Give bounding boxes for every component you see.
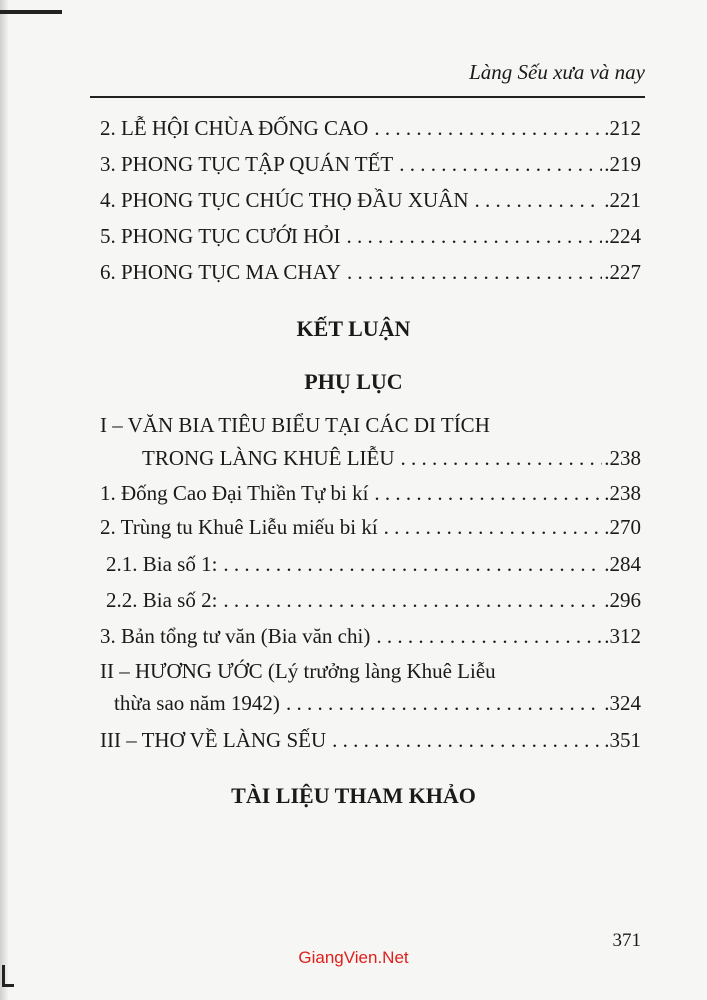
toc-entry — [114, 691, 641, 721]
toc-page: .296 — [604, 588, 641, 612]
toc-title: 2.2. Bia số 2: — [106, 588, 218, 612]
toc-page: .238 — [604, 446, 641, 470]
heading-appendix: PHỤ LỤC — [304, 369, 403, 394]
toc-entry — [100, 260, 641, 290]
toc-entry — [100, 481, 641, 511]
toc-page: .270 — [604, 515, 641, 539]
toc-page: .284 — [604, 552, 641, 576]
toc-entry — [100, 152, 641, 182]
page-number: 371 — [612, 930, 641, 951]
appendix-section-ii: II – HƯƠNG ƯỚC (Lý trưởng làng Khuê Liễu — [100, 659, 496, 683]
toc-page: .312 — [604, 624, 641, 648]
dot-leader — [374, 481, 602, 506]
toc-page: .212 — [604, 116, 641, 140]
toc-title: 1. Đống Cao Đại Thiền Tự bi kí — [100, 481, 369, 505]
toc-entry — [106, 552, 641, 582]
scan-mark — [2, 984, 14, 987]
toc-title: TRONG LÀNG KHUÊ LIỄU — [142, 446, 395, 470]
toc-entry — [100, 224, 641, 254]
dot-leader — [347, 260, 602, 285]
dot-leader — [475, 188, 603, 213]
toc-title: 6. PHONG TỤC MA CHAY — [100, 260, 341, 284]
heading-references: TÀI LIỆU THAM KHẢO — [231, 783, 476, 808]
running-header: Làng Sếu xưa và nay — [469, 60, 645, 84]
scan-mark — [0, 10, 62, 14]
toc-entry — [100, 624, 641, 654]
dot-leader — [401, 446, 603, 471]
toc-title: thừa sao năm 1942) — [114, 691, 280, 715]
toc-entry — [142, 446, 641, 476]
toc-entry — [100, 515, 641, 545]
toc-page: .324 — [604, 691, 641, 715]
dot-leader — [223, 552, 602, 577]
toc-title: 5. PHONG TỤC CƯỚI HỎI — [100, 224, 341, 248]
toc-page: .238 — [604, 481, 641, 505]
toc-title: 2. LỄ HỘI CHÙA ĐỐNG CAO — [100, 116, 369, 140]
toc-page: .227 — [604, 260, 641, 284]
dot-leader — [384, 515, 603, 540]
dot-leader — [223, 588, 602, 613]
toc-entry — [100, 188, 641, 218]
toc-title: III – THƠ VỀ LÀNG SẾU — [100, 728, 327, 752]
dot-leader — [347, 224, 603, 249]
dot-leader — [286, 691, 602, 716]
toc-title: 3. PHONG TỤC TẬP QUÁN TẾT — [100, 152, 394, 176]
dot-leader — [376, 624, 602, 649]
toc-title: 4. PHONG TỤC CHÚC THỌ ĐẦU XUÂN — [100, 188, 469, 212]
toc-page: .351 — [604, 728, 641, 752]
toc-entry — [100, 728, 641, 758]
toc-entry — [106, 588, 641, 618]
appendix-section-i: I – VĂN BIA TIÊU BIỂU TẠI CÁC DI TÍCH — [100, 413, 490, 437]
heading-conclusion: KẾT LUẬN — [296, 316, 411, 341]
toc-page: .219 — [604, 152, 641, 176]
toc-entry — [100, 116, 641, 146]
toc-title: 2.1. Bia số 1: — [106, 552, 218, 576]
dot-leader — [332, 728, 602, 753]
toc-title: 2. Trùng tu Khuê Liễu miếu bi kí — [100, 515, 378, 539]
watermark: GiangVien.Net — [298, 948, 409, 967]
dot-leader — [399, 152, 602, 177]
page-edge-shadow — [0, 0, 8, 1000]
header-rule — [90, 96, 645, 98]
toc-page: .224 — [604, 224, 641, 248]
toc-title: 3. Bản tổng tư văn (Bia văn chi) — [100, 624, 371, 648]
toc-page: .221 — [604, 188, 641, 212]
dot-leader — [374, 116, 602, 141]
